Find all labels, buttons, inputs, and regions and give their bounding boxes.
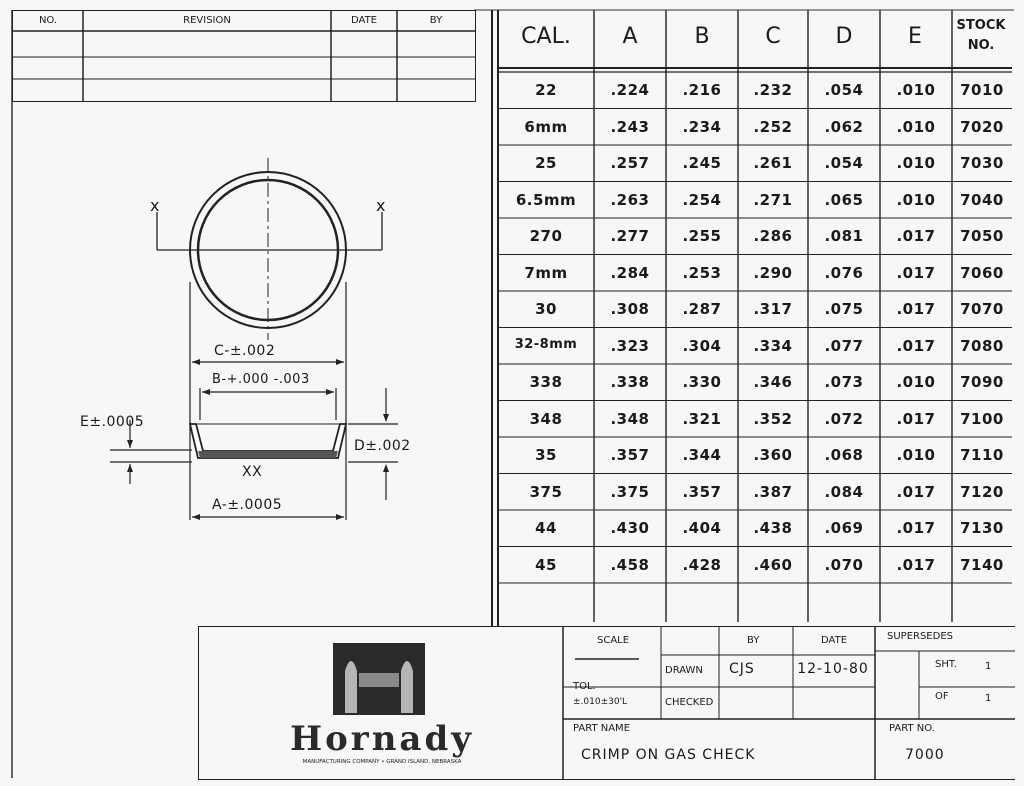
dim-d-label: D±.002: [354, 438, 411, 454]
cell-d: .070: [824, 555, 864, 574]
cell-stock: 7060: [960, 263, 1004, 282]
cell-c: .290: [753, 263, 793, 282]
cell-d: .073: [824, 373, 864, 391]
cell-b: .245: [682, 154, 722, 172]
gas-check-drawing: [0, 0, 492, 626]
cell-stock: 7110: [960, 446, 1004, 464]
cell-e: .017: [896, 227, 936, 245]
cell-a: .263: [610, 190, 650, 209]
cell-c: .460: [753, 555, 793, 574]
header-cal: CAL.: [521, 24, 571, 49]
cell-d: .072: [824, 409, 864, 428]
cell-e: .017: [896, 300, 936, 318]
cell-b: .344: [682, 446, 722, 464]
drawn-by-value: CJS: [729, 661, 755, 677]
cell-c: .317: [753, 300, 793, 318]
header-b: B: [694, 24, 710, 49]
cell-e: .010: [896, 117, 936, 136]
cell-b: .428: [682, 555, 722, 574]
cell-c: .261: [753, 154, 793, 172]
cell-e: .010: [896, 154, 936, 172]
cell-cal: 270: [529, 227, 563, 245]
cell-b: .321: [682, 409, 722, 428]
cell-cal: 30: [535, 300, 557, 318]
cell-cal: 7mm: [524, 263, 568, 282]
cell-e: .017: [896, 482, 936, 501]
dim-xx-label: XX: [242, 464, 263, 480]
cell-d: .084: [824, 482, 864, 501]
cell-b: .234: [682, 117, 722, 136]
cell-cal: 6mm: [524, 117, 568, 136]
rev-header-date: DATE: [350, 15, 377, 26]
cell-stock: 7100: [960, 409, 1004, 428]
cell-d: .075: [824, 300, 864, 318]
cell-stock: 7130: [960, 519, 1004, 537]
cell-a: .458: [610, 555, 650, 574]
cell-b: .330: [682, 373, 722, 391]
cell-cal: 348: [529, 409, 563, 428]
header-e: E: [908, 24, 922, 49]
sheet-label: SHT.: [935, 659, 957, 670]
of-label: OF: [935, 691, 949, 702]
cell-a: .308: [610, 300, 650, 318]
cell-d: .054: [824, 81, 864, 99]
part-name-label: PART NAME: [573, 723, 631, 734]
company-subtitle: MANUFACTURING COMPANY • GRAND ISLAND, NEBRASKA: [302, 759, 462, 765]
cell-d: .069: [824, 519, 864, 537]
cell-d: .077: [824, 336, 864, 355]
section-view: [190, 424, 346, 458]
dimension-table: [498, 10, 1012, 622]
company-logo-text: Hornady: [290, 719, 474, 759]
cell-e: .017: [896, 336, 936, 355]
cell-cal: 22: [535, 81, 557, 99]
cell-cal: 44: [535, 519, 557, 537]
cell-cal: 6.5mm: [515, 190, 577, 209]
top-view: [157, 158, 382, 340]
cell-e: .010: [896, 190, 936, 209]
header-stock-no: STOCK NO.: [956, 18, 1006, 53]
cell-stock: 7140: [960, 555, 1004, 574]
cross-mark-right: x: [376, 196, 386, 215]
scale-label: SCALE: [597, 635, 630, 646]
cell-c: .232: [753, 81, 793, 99]
cell-e: .017: [896, 555, 936, 574]
cell-e: .017: [896, 519, 936, 537]
tolerance-value: ±.010±30'L: [573, 697, 628, 707]
tolerance-label: TOL.: [573, 681, 596, 692]
cell-e: .010: [896, 81, 936, 99]
rev-header-by: BY: [429, 15, 443, 26]
cell-b: .216: [682, 81, 722, 99]
cell-cal: 35: [535, 446, 557, 464]
header-a: A: [622, 24, 638, 49]
cell-e: .010: [896, 446, 936, 464]
cell-c: .346: [753, 373, 793, 391]
dim-b-label: B-+.000 -.003: [212, 372, 310, 387]
part-no-value: 7000: [905, 747, 945, 763]
cell-cal: 45: [535, 555, 557, 574]
of-value: 1: [985, 693, 992, 704]
part-name-value: CRIMP ON GAS CHECK: [581, 747, 756, 763]
cell-a: .430: [610, 519, 650, 537]
by-label: BY: [747, 635, 760, 646]
dim-c-label: C-±.002: [214, 343, 276, 359]
cell-b: .255: [682, 227, 722, 245]
cell-d: .081: [824, 227, 864, 245]
cell-b: .357: [682, 482, 722, 501]
cell-d: .076: [824, 263, 864, 282]
cell-b: .253: [682, 263, 722, 282]
cell-d: .062: [824, 117, 864, 136]
title-block: [198, 626, 1015, 780]
cell-cal: 375: [529, 482, 563, 501]
cell-a: .338: [610, 373, 650, 391]
cell-stock: 7040: [960, 190, 1004, 209]
cell-c: .334: [753, 336, 793, 355]
drawn-label: DRAWN: [665, 665, 703, 676]
cell-a: .243: [610, 117, 650, 136]
cell-c: .286: [753, 227, 793, 245]
cell-a: .257: [610, 154, 650, 172]
cell-cal: 25: [535, 154, 557, 172]
cell-stock: 7120: [960, 482, 1004, 501]
cell-stock: 7080: [960, 336, 1004, 355]
cell-c: .271: [753, 190, 793, 209]
date-label: DATE: [821, 635, 848, 646]
cell-stock: 7020: [960, 117, 1004, 136]
cell-d: .065: [824, 190, 864, 209]
cell-c: .360: [753, 446, 793, 464]
cell-e: .017: [896, 263, 936, 282]
cross-mark-left: x: [150, 196, 160, 215]
sheet-value: 1: [985, 661, 992, 672]
cell-d: .054: [824, 154, 864, 172]
cell-stock: 7050: [960, 227, 1004, 245]
cell-a: .357: [610, 446, 650, 464]
cell-e: .010: [896, 373, 936, 391]
cell-a: .375: [610, 482, 650, 501]
cell-a: .224: [610, 81, 650, 99]
cell-a: .277: [610, 227, 650, 245]
rev-header-revision: REVISION: [183, 15, 231, 26]
cell-b: .404: [682, 519, 722, 537]
cell-stock: 7030: [960, 154, 1004, 172]
cell-d: .068: [824, 446, 864, 464]
dim-a-label: A-±.0005: [212, 497, 283, 513]
cell-a: .284: [610, 263, 650, 282]
header-c: C: [765, 24, 781, 49]
checked-label: CHECKED: [665, 697, 714, 708]
part-no-label: PART NO.: [889, 723, 935, 734]
hornady-logo: [333, 643, 425, 715]
cell-c: .387: [753, 482, 793, 501]
cell-e: .017: [896, 409, 936, 428]
cell-b: .254: [682, 190, 722, 209]
cell-cal: 32-8mm: [514, 336, 578, 352]
cell-stock: 7090: [960, 373, 1004, 391]
supersedes-label: SUPERSEDES: [887, 631, 953, 642]
cell-a: .323: [610, 336, 650, 355]
cell-b: .287: [682, 300, 722, 318]
cell-c: .252: [753, 117, 793, 136]
cell-c: .352: [753, 409, 793, 428]
cell-c: .438: [753, 519, 793, 537]
rev-header-no: NO.: [38, 15, 58, 26]
cell-a: .348: [610, 409, 650, 428]
drawn-date-value: 12-10-80: [797, 661, 869, 677]
header-d: D: [835, 24, 853, 49]
cell-stock: 7070: [960, 300, 1004, 318]
cell-b: .304: [682, 336, 722, 355]
cell-stock: 7010: [960, 81, 1004, 99]
dim-e-label: E±.0005: [80, 414, 145, 430]
cell-cal: 338: [529, 373, 563, 391]
